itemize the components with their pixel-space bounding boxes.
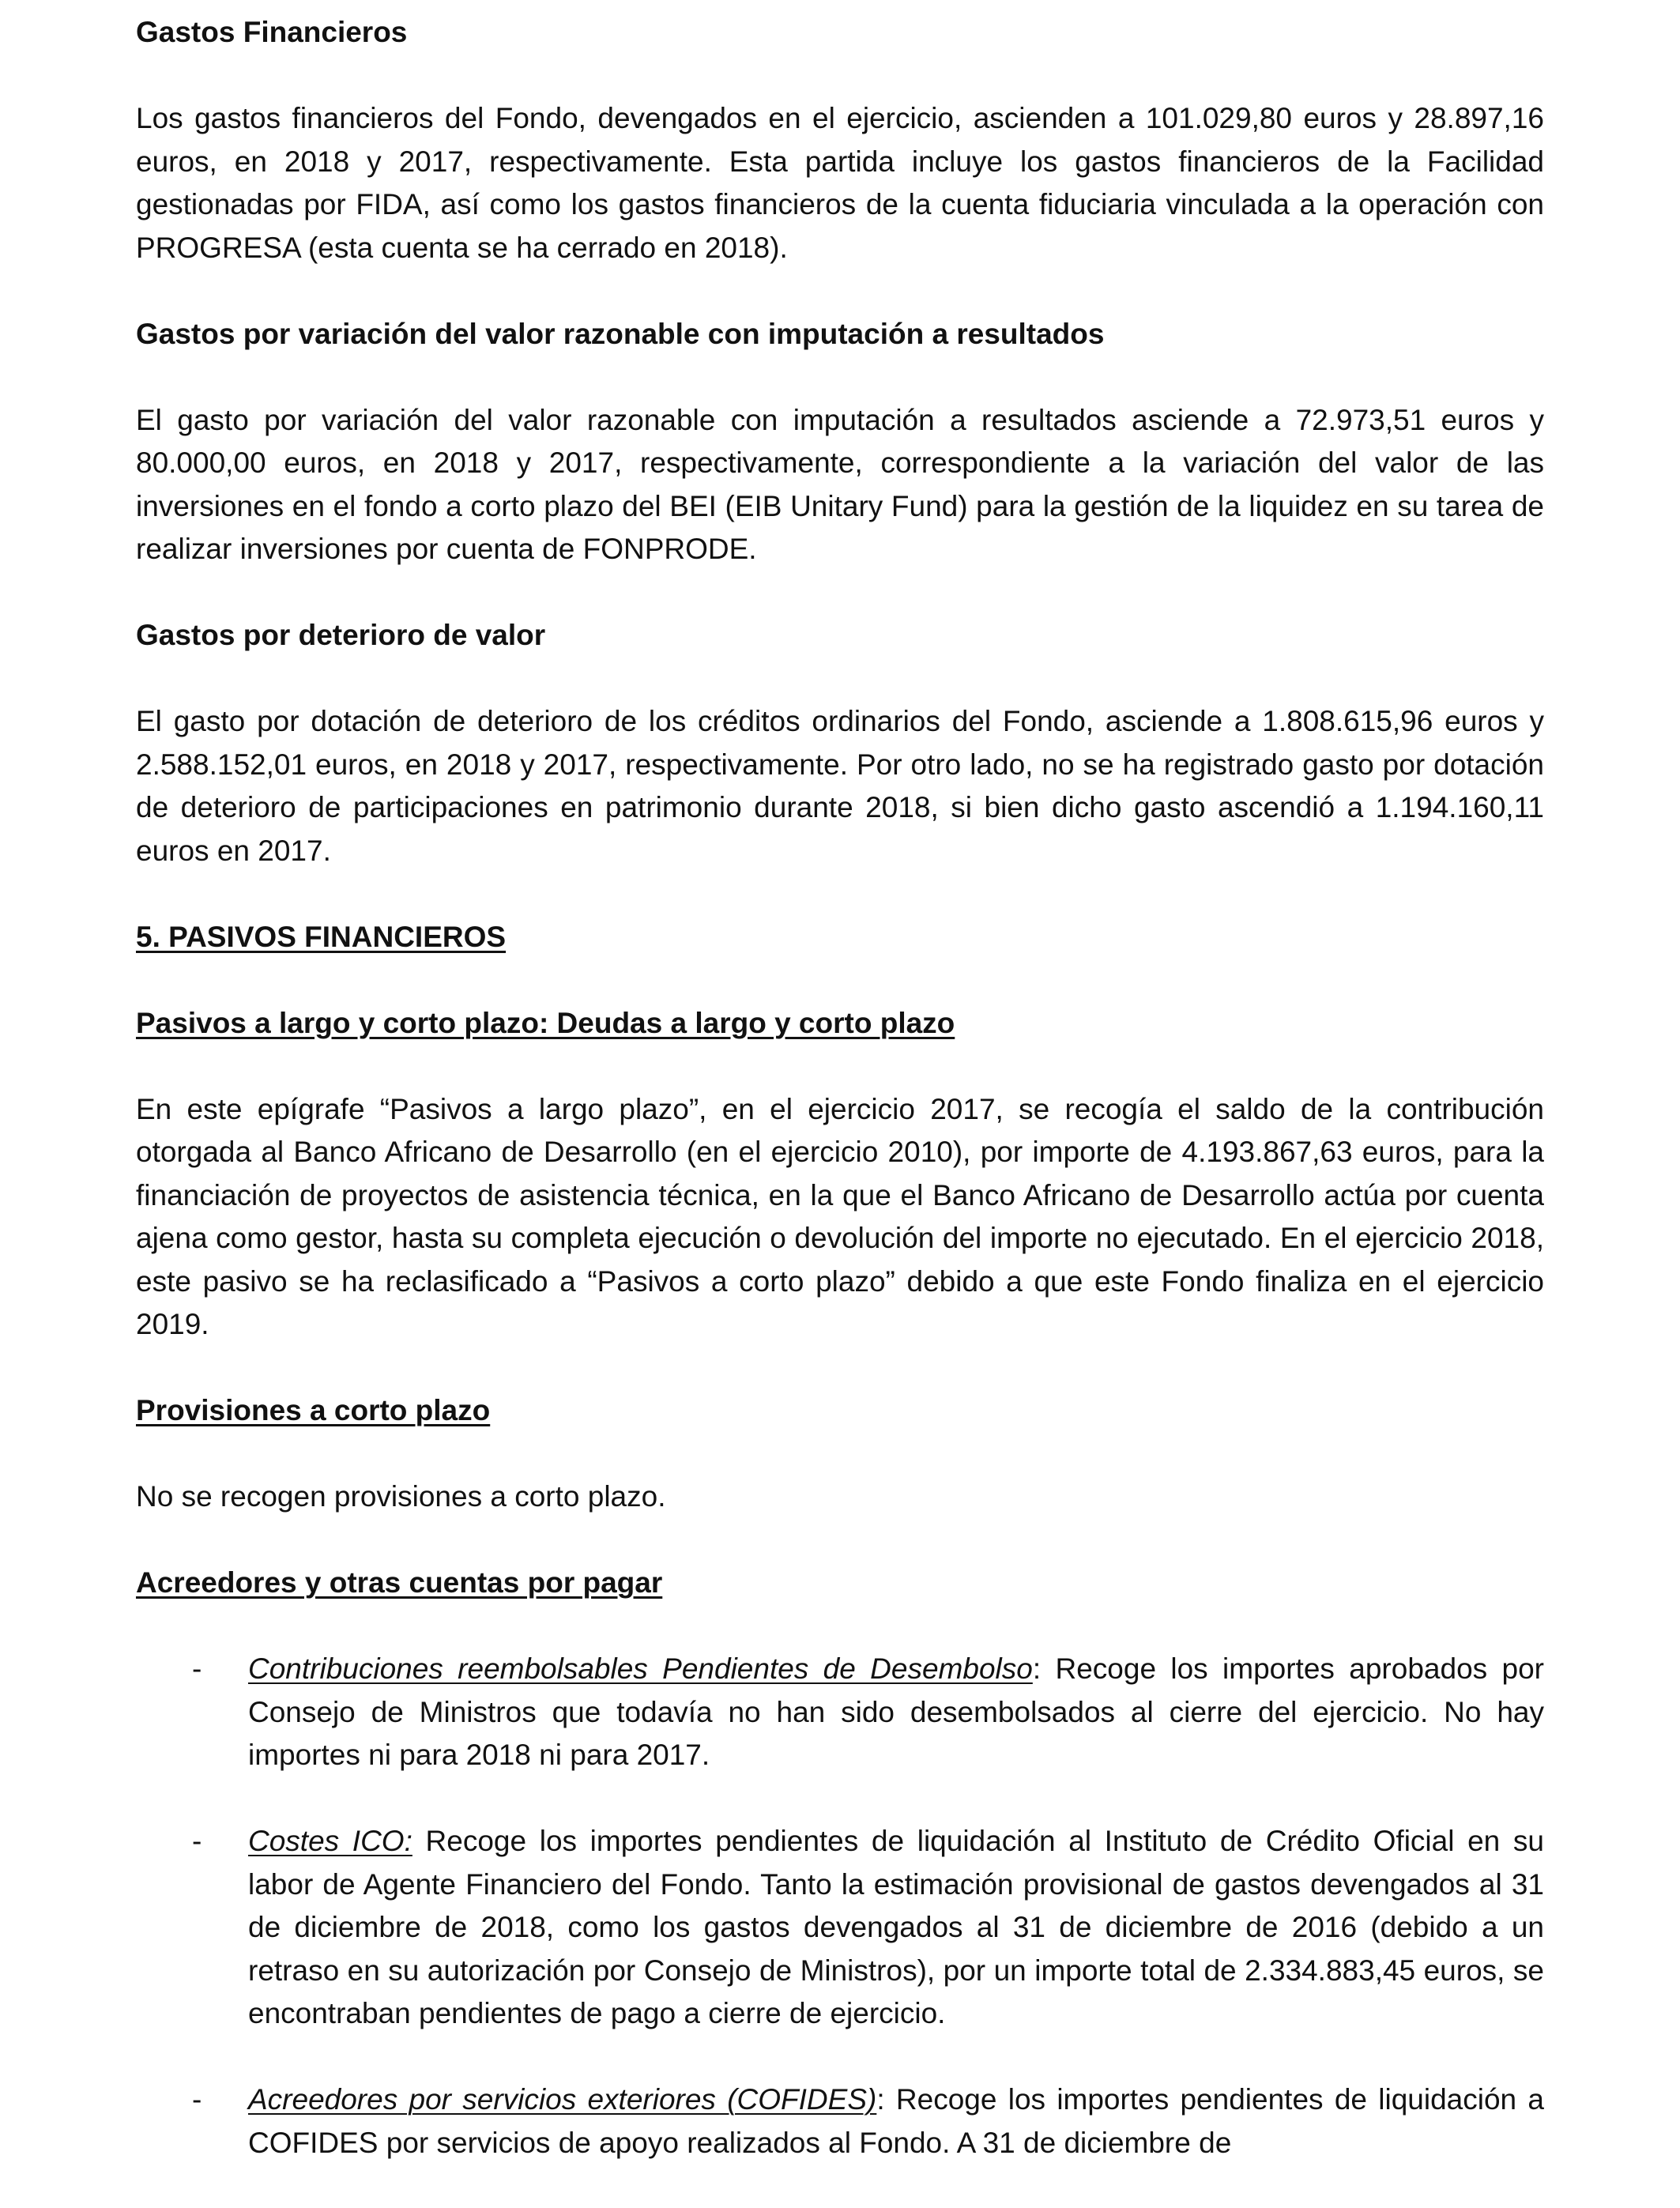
list-item-separator: : [1032, 1652, 1042, 1685]
list-item-text: Recoge los importes pendientes de liquidación a COFIDES por servicios de apoyo realizados al Fondo. A 31 de diciembre de [248, 2083, 1544, 2159]
document-page [136, 11, 1544, 2208]
bullet-dash: - [192, 2083, 202, 2116]
bullet-dash: - [192, 1825, 202, 1857]
heading-gastos-financieros: Gastos Financieros [136, 16, 408, 48]
list-item-separator: : [876, 2083, 885, 2116]
paragraph-gastos-financieros: Los gastos financieros del Fondo, devengados en el ejercicio, ascienden a 101.029,80 euros y 28.897,16 euros, en 2018 y 2017, respectivamente. Esta partida incluye los gastos financieros de la Facilidad gestionadas por FIDA, así como los gastos financieros de la cuenta fiduciaria vinculada a la operación con PROGRESA (esta cuenta se ha cerrado en 2018). [136, 102, 1544, 264]
list-item [136, 1820, 1544, 2036]
paragraph-provisiones: No se recogen provisiones a corto plazo. [136, 1480, 666, 1513]
paragraph-gastos-variacion: El gasto por variación del valor razonable con imputación a resultados asciende a 72.973,51 euros y 80.000,00 euros, en 2018 y 2017, respectivamente, correspondiente a la variación del valor de las inversiones en el fondo a corto plazo del BEI (EIB Unitary Fund) para la gestión de la liquidez en su tarea de realizar inversiones por cuenta de FONPRODE. [136, 403, 1544, 565]
list-item-term: Contribuciones reembolsables Pendientes de Desembolso [248, 1652, 1033, 1685]
heading-pasivos-plazo: Pasivos a largo y corto plazo: Deudas a largo y corto plazo [136, 1006, 955, 1039]
heading-pasivos-financieros: 5. PASIVOS FINANCIEROS [136, 920, 507, 953]
list-item-term: Costes ICO: [248, 1825, 412, 1857]
list-item-text: Recoge los importes pendientes de liquidación al Instituto de Crédito Oficial en su labor de Agente Financiero del Fondo. Tanto la estimación provisional de gastos devengados al 31 de diciembre de 2018, como los gastos devengados al 31 de diciembre de 2016 (debido a un retraso en su autorización por Consejo de Ministros), por un importe total de 2.334.883,45 euros, se encontraban pendientes de pago a cierre de ejercicio. [248, 1825, 1544, 2029]
bullet-dash: - [192, 1652, 202, 1685]
list-item [136, 2078, 1544, 2165]
paragraph-pasivos-plazo: En este epígrafe “Pasivos a largo plazo”, en el ejercicio 2017, se recogía el saldo de la contribución otorgada al Banco Africano de Desarrollo (en el ejercicio 2010), por importe de 4.193.867,63 euros, para la financiación de proyectos de asistencia técnica, en la que el Banco Africano de Desarrollo actúa por cuenta ajena como gestor, hasta su completa ejecución o devolución del importe no ejecutado. En el ejercicio 2018, este pasivo se ha reclasificado a “Pasivos a corto plazo” debido a que este Fondo finaliza en el ejercicio 2019. [136, 1092, 1544, 1340]
heading-gastos-deterioro: Gastos por deterioro de valor [136, 619, 546, 651]
heading-provisiones: Provisiones a corto plazo [136, 1394, 491, 1426]
list-item-term: Acreedores por servicios exteriores (COFIDES) [248, 2083, 877, 2116]
heading-acreedores: Acreedores y otras cuentas por pagar [136, 1566, 663, 1599]
list-item-text: Recoge los importes aprobados por Consejo de Ministros que todavía no han sido desembolsados al cierre del ejercicio. No hay importes ni para 2018 ni para 2017. [248, 1652, 1544, 1771]
list-item [136, 1648, 1544, 1777]
paragraph-gastos-deterioro: El gasto por dotación de deterioro de los créditos ordinarios del Fondo, asciende a 1.808.615,96 euros y 2.588.152,01 euros, en 2018 y 2017, respectivamente. Por otro lado, no se ha registrado gasto por dotación de deterioro de participaciones en patrimonio durante 2018, si bien dicho gasto ascendió a 1.194.160,11 euros en 2017. [136, 705, 1544, 867]
heading-gastos-variacion: Gastos por variación del valor razonable con imputación a resultados [136, 317, 1105, 350]
